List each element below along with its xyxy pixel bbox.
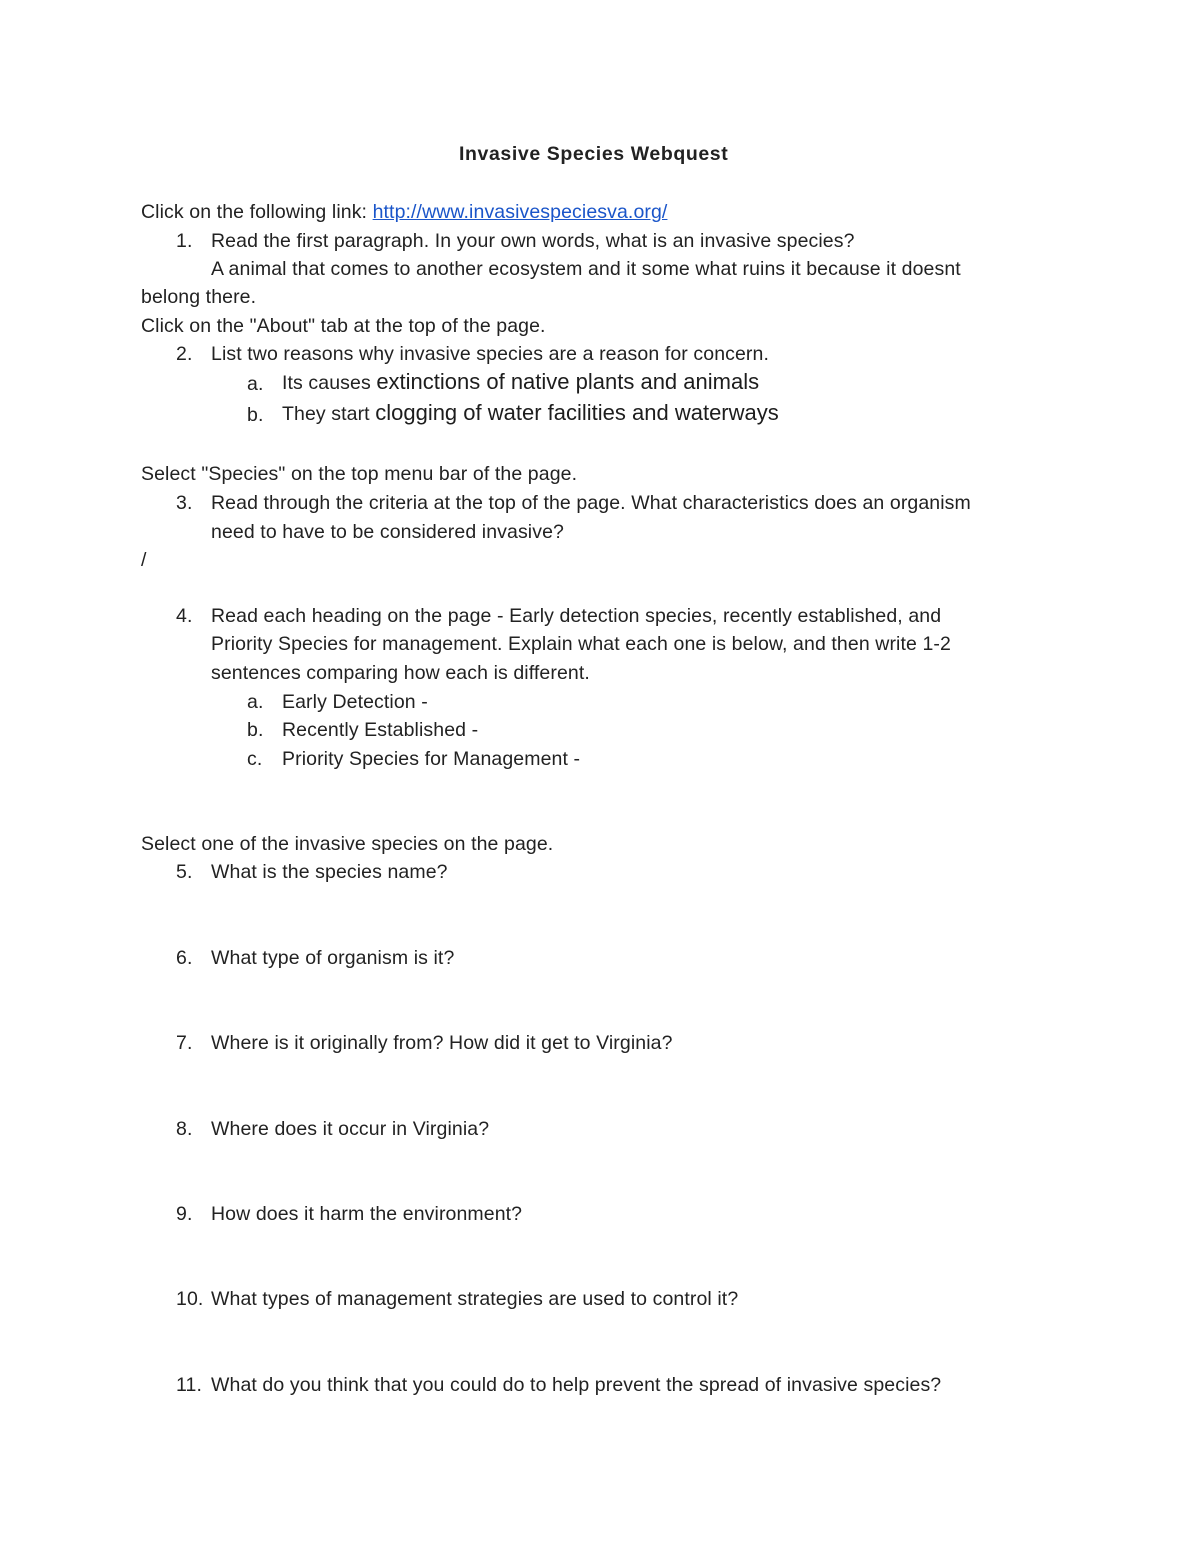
question-4c-marker: c. — [247, 748, 263, 770]
question-7-text: Where is it originally from? How did it get to Virginia? — [211, 1032, 673, 1054]
species-instruction: Select "Species" on the top menu bar of the page. — [141, 463, 578, 485]
question-6-text: What type of organism is it? — [211, 947, 455, 969]
question-3-line-2: need to have to be considered invasive? — [211, 521, 564, 543]
question-3-number: 3. — [176, 492, 193, 514]
about-instruction: Click on the "About" tab at the top of the page. — [141, 315, 546, 337]
select-instruction: Select one of the invasive species on the page. — [141, 833, 554, 855]
question-7-number: 7. — [176, 1032, 193, 1054]
question-2a-marker: a. — [247, 373, 264, 395]
question-2a-line — [282, 370, 759, 395]
question-5-text: What is the species name? — [211, 861, 448, 883]
question-2a-prefix: Its causes — [282, 372, 377, 394]
page-title: Invasive Species Webquest — [459, 143, 729, 165]
question-11-text: What do you think that you could do to help prevent the spread of invasive species? — [211, 1374, 942, 1396]
question-4-line-3: sentences comparing how each is different. — [211, 662, 590, 684]
question-2a-answer: extinctions of native plants and animals — [376, 369, 760, 394]
question-6-number: 6. — [176, 947, 193, 969]
webquest-link[interactable]: http://www.invasivespeciesva.org/ — [372, 201, 668, 223]
question-2b-line — [282, 401, 779, 426]
intro-line — [141, 200, 667, 224]
question-10-number: 10. — [176, 1288, 204, 1310]
question-11-number: 11. — [176, 1374, 202, 1396]
question-1-number: 1. — [176, 230, 193, 252]
question-3-line-1: Read through the criteria at the top of the page. What characteristics does an organism — [211, 492, 971, 514]
answer-1-line-2: belong there. — [141, 286, 257, 308]
question-2-text: List two reasons why invasive species are a reason for concern. — [211, 343, 769, 365]
question-2-number: 2. — [176, 343, 193, 365]
question-9-number: 9. — [176, 1203, 193, 1225]
question-4a-marker: a. — [247, 691, 264, 713]
question-5-number: 5. — [176, 861, 193, 883]
answer-3: / — [141, 549, 147, 571]
question-8-number: 8. — [176, 1118, 193, 1140]
question-4-line-2: Priority Species for management. Explain what each one is below, and then write 1-2 — [211, 633, 951, 655]
intro-text: Click on the following link: — [141, 201, 373, 223]
question-2b-answer: clogging of water facilities and waterways — [375, 400, 779, 425]
question-4b-text: Recently Established - — [282, 719, 479, 741]
question-4b-marker: b. — [247, 719, 264, 741]
question-2b-prefix: They start — [282, 403, 376, 425]
question-4-line-1: Read each heading on the page - Early detection species, recently established, and — [211, 605, 942, 627]
question-10-text: What types of management strategies are used to control it? — [211, 1288, 739, 1310]
question-2b-marker: b. — [247, 404, 264, 426]
question-4-number: 4. — [176, 605, 193, 627]
question-1-text: Read the first paragraph. In your own words, what is an invasive species? — [211, 230, 855, 252]
answer-1-line-1: A animal that comes to another ecosystem and it some what ruins it because it doesnt — [211, 258, 961, 280]
question-4a-text: Early Detection - — [282, 691, 428, 713]
question-9-text: How does it harm the environment? — [211, 1203, 523, 1225]
question-4c-text: Priority Species for Management - — [282, 748, 581, 770]
question-8-text: Where does it occur in Virginia? — [211, 1118, 490, 1140]
